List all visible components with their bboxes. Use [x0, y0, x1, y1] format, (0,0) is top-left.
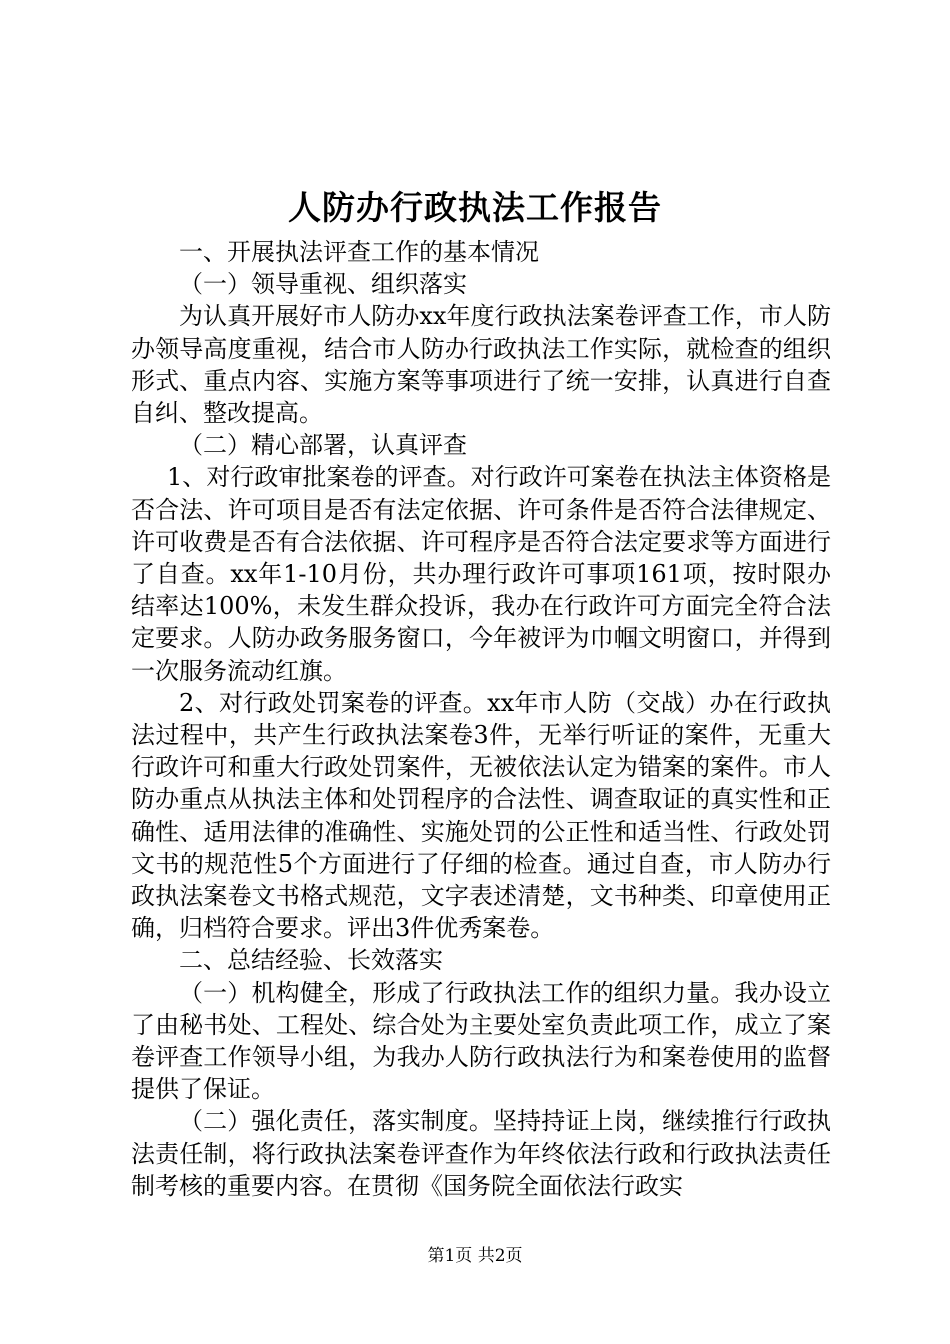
section-heading-1: 一、开展执法评查工作的基本情况: [179, 238, 539, 266]
body-paragraph: 2、对行政处罚案卷的评查。xx年市人防（交战）办在行政执法过程中，共产生行政执法案卷3件，无举行听证的案件，无重大行政许可和重大行政处罚案件，无被依法认定为错案的案件。市人防办重点从执法主体和处罚程序的合法性、调查取证的真实性和正确性、适用法律的准确性、实施处罚的公正性和适当性、行政处罚文书的规范性5个方面进行了仔细的检查。通过自查，市人防办行政执法案卷文书格式规范，文字表述清楚，文书种类、印章使用正确，归档符合要求。评出3件优秀案卷。: [131, 688, 831, 943]
subsection-heading-1-2: （二）精心部署，认真评查: [179, 431, 467, 460]
page-footer: 第1页 共2页: [427, 1246, 523, 1266]
document-title: 人防办行政执法工作报告: [288, 188, 662, 227]
subsection-heading-1-1: （一）领导重视、组织落实: [179, 270, 467, 299]
section-heading-2: 二、总结经验、长效落实: [179, 946, 443, 975]
body-paragraph: （二）强化责任，落实制度。坚持持证上岗，继续推行行政执法责任制，将行政执法案卷评查作为年终依法行政和行政执法责任制考核的重要内容。在贯彻《国务院全面依法行政实: [131, 1107, 831, 1200]
body-paragraph: 1、对行政审批案卷的评查。对行政许可案卷在执法主体资格是否合法、许可项目是否有法定依据、许可条件是否符合法律规定、许可收费是否有合法依据、许可程序是否符合法定要求等方面进行了自查。xx年1-10月份，共办理行政许可事项161项，按时限办结率达100%，未发生群众投诉，我办在行政许可方面完全符合法定要求。人防办政务服务窗口，今年被评为巾帼文明窗口，并得到一次服务流动红旗。: [131, 463, 831, 685]
document-body: [131, 236, 831, 1202]
body-paragraph: （一）机构健全，形成了行政执法工作的组织力量。我办设立了由秘书处、工程处、综合处为主要处室负责此项工作，成立了案卷评查工作领导小组，为我办人防行政执法行为和案卷使用的监督提供了保证。: [131, 978, 831, 1104]
body-paragraph: 为认真开展好市人防办xx年度行政执法案卷评查工作，市人防办领导高度重视，结合市人防办行政执法工作实际，就检查的组织形式、重点内容、实施方案等事项进行了统一安排，认真进行自查自纠、整改提高。: [131, 302, 831, 428]
